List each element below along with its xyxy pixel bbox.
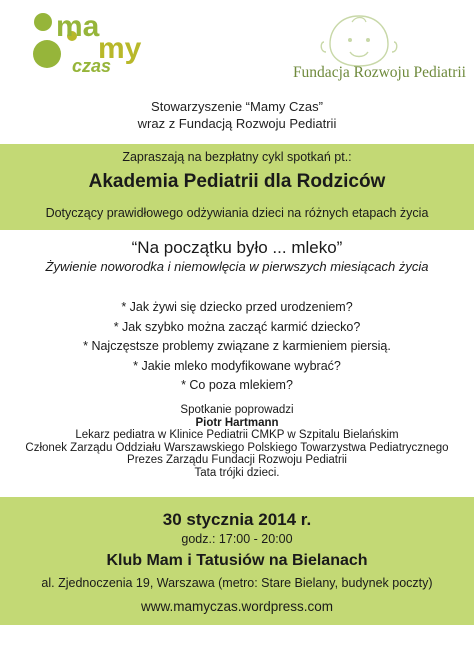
list-item: * Co poza mlekiem? [181, 378, 293, 392]
speaker-intro: Spotkanie poprowadzi [180, 404, 294, 416]
child-face-icon [314, 12, 404, 68]
mamy-czas-logo [30, 6, 150, 76]
speaker-line-2: Członek Zarządu Oddziału Warszawskiego Polskiego Towarzystwa Pediatrycznego [25, 441, 449, 454]
invite-text: Zapraszają na bezpłatny cykl spotkań pt.: [122, 150, 352, 164]
intro [0, 98, 474, 132]
event-title: Akademia Pediatrii dla Rodziców [88, 171, 386, 192]
speaker-line-3: Prezes Zarządu Fundacji Rozwoju Pediatrii [127, 454, 347, 466]
details-band [0, 497, 474, 625]
list-item: * Jakie mleko modyfikowane wybrać? [133, 358, 341, 373]
intro-line-1: Stowarzyszenie “Mamy Czas” [151, 99, 323, 114]
topic-title: “Na początku było ... mleko” [131, 238, 343, 257]
svg-text:czas: czas [72, 56, 112, 76]
event-venue: Klub Mam i Tatusiów na Bielanach [106, 552, 368, 569]
event-address: al. Zjednoczenia 19, Warszawa (metro: Stare Bielany, budynek poczty) [41, 576, 433, 590]
event-date: 30 stycznia 2014 r. [162, 510, 312, 529]
fundacja-logo-text: Fundacja Rozwoju Pediatrii [292, 64, 466, 81]
intro-line-2: wraz z Fundacją Rozwoju Pediatrii [137, 116, 337, 131]
topic-subtitle: Żywienie noworodka i niemowlęcia w pierwszych miesiącach życia [45, 259, 429, 274]
speaker-line-1: Lekarz pediatra w Klinice Pediatrii CMKP w Szpitalu Bielańskim [75, 429, 399, 441]
question-list [0, 298, 474, 396]
speaker-line-4: Tata trójki dzieci. [194, 466, 280, 479]
svg-text:ma: ma [56, 10, 100, 43]
event-subtitle: Dotyczący prawidłowego odżywiania dzieci na różnych etapach życia [45, 206, 429, 220]
website-url: www.mamyczas.wordpress.com [140, 599, 334, 614]
list-item: * Najczęstsze problemy związane z karmieniem piersią. [83, 339, 391, 353]
list-item: * Jak szybko można zacząć karmić dziecko? [113, 319, 361, 334]
event-hours: godz.: 17:00 - 20:00 [181, 532, 293, 546]
svg-text:my: my [98, 32, 142, 65]
fundacja-logo [236, 12, 466, 82]
list-item: * Jak żywi się dziecko przed urodzeniem? [121, 300, 353, 314]
title-band [0, 144, 474, 230]
speaker-block [0, 404, 474, 479]
speaker-name: Piotr Hartmann [195, 416, 279, 429]
